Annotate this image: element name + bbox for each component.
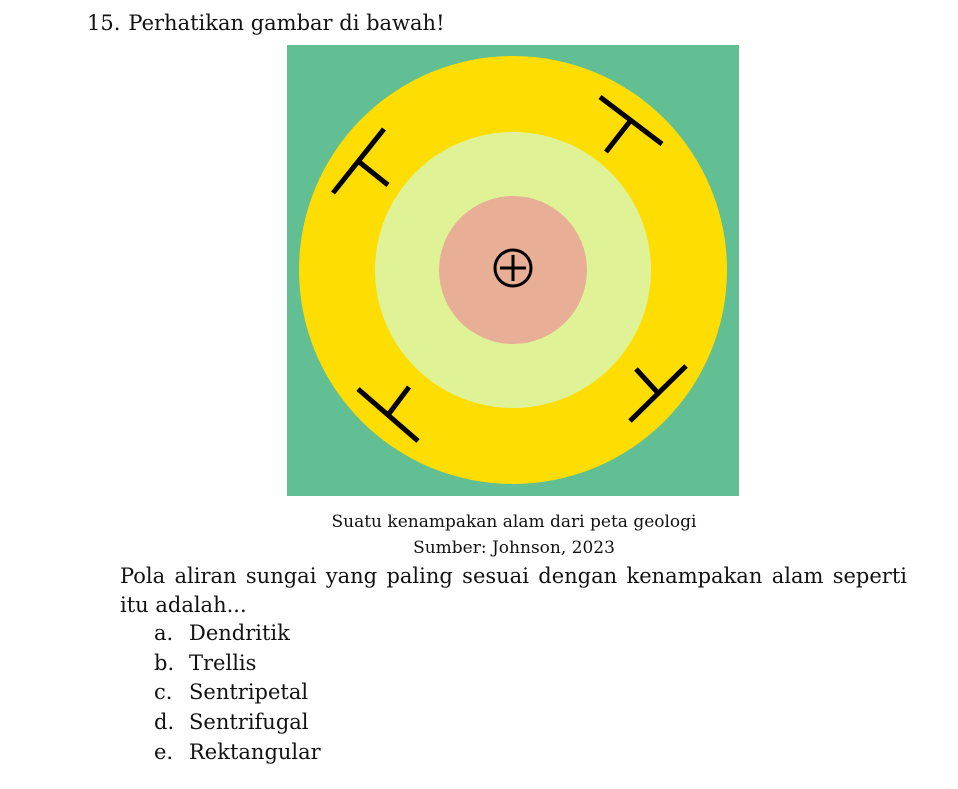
question-heading xyxy=(87,10,445,36)
geologic-map-figure xyxy=(287,45,739,496)
option-text: Sentrifugal xyxy=(189,710,309,735)
option-letter: d. xyxy=(154,710,175,735)
option-letter: b. xyxy=(154,650,175,675)
option-letter: e. xyxy=(154,739,174,764)
answer-options xyxy=(154,619,321,767)
question-stem: Pola aliran sungai yang paling sesuai dengan kenampakan alam seperti itu adalah... xyxy=(120,564,907,617)
question-prompt: Perhatikan gambar di bawah! xyxy=(128,11,445,35)
question-number: 15. xyxy=(87,11,121,35)
answer-option-b[interactable] xyxy=(154,649,321,679)
option-letter: c. xyxy=(154,680,173,705)
answer-option-d[interactable] xyxy=(154,708,321,738)
option-text: Rektangular xyxy=(189,739,321,764)
answer-option-c[interactable] xyxy=(154,678,321,708)
answer-option-e[interactable] xyxy=(154,738,321,768)
figure-caption: Suatu kenampakan alam dari peta geologi xyxy=(331,512,697,532)
geologic-map-svg xyxy=(287,45,739,496)
option-text: Sentripetal xyxy=(189,680,309,705)
option-letter: a. xyxy=(154,621,174,645)
figure-source: Sumber: Johnson, 2023 xyxy=(413,538,615,558)
answer-option-a[interactable] xyxy=(154,619,321,649)
center-symbol xyxy=(495,250,531,286)
option-text: Trellis xyxy=(189,650,257,675)
option-text: Dendritik xyxy=(189,621,290,645)
